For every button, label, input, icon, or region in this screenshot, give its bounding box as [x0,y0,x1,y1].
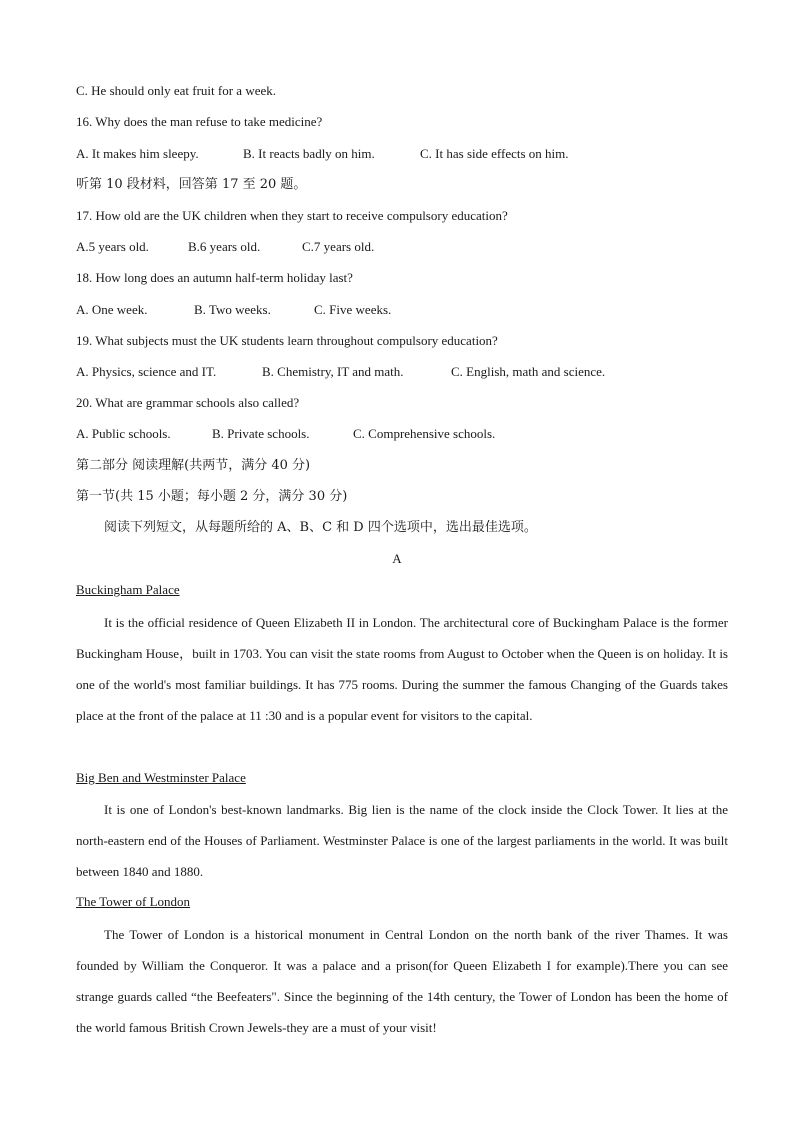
option-19c: C. English, math and science. [451,364,606,379]
material-10-instruction: 听第 10 段材料，回答第 17 至 20 题。 [76,177,307,192]
reading-instruction: 阅读下列短文，从每题所给的 A、B、C 和 D 四个选项中，选出最佳选项。 [104,520,537,535]
question-16: 16. Why does the man refuse to take medicine? [76,114,323,129]
options-16 [76,145,569,163]
passage-label: A [392,551,402,566]
question-17: 17. How old are the UK children when they start to receive compulsory education? [76,208,508,223]
option-20c: C. Comprehensive schools. [353,426,496,441]
option-18a: A. One week. [76,302,148,317]
option-16b: B. It reacts badly on him. [243,146,375,161]
option-19b: B. Chemistry, IT and math. [262,364,404,379]
question-20: 20. What are grammar schools also called? [76,395,300,410]
option-16a: A. It makes him sleepy. [76,146,199,161]
option-18c: C. Five weeks. [314,302,392,317]
option-16c: C. It has side effects on him. [420,146,569,161]
option-17a: A.5 years old. [76,239,149,254]
paragraph-big-ben: It is one of London's best-known landmarks. Big lien is the name of the clock inside the Clock Tower. It lies at the north-eastern end of the Houses of Parliament. Westminster Palace is one of the largest parliaments in the world. It was built between 1840 and 1880. [76,802,728,879]
options-20 [76,425,495,443]
option-20a: A. Public schools. [76,426,171,441]
options-18 [76,301,391,319]
option-19a: A. Physics, science and IT. [76,364,217,379]
heading-buckingham-palace: Buckingham Palace [76,582,180,597]
options-19 [76,363,605,381]
question-19: 19. What subjects must the UK students learn throughout compulsory education? [76,333,498,348]
paragraph-buckingham-palace: It is the official residence of Queen Elizabeth II in London. The architectural core of Buckingham Palace is the former Buckingham House，built in 1703. You can visit the state rooms from August to October when the Queen is on holiday. It is one of the world's most familiar buildings. It has 775 rooms. During the summer the famous Changing of the Guards takes place at the front of the palace at 11 :30 and is a popular event for visitors to the capital. [76,615,728,723]
heading-big-ben: Big Ben and Westminster Palace [76,770,246,785]
section-one-title: 第一节(共 15 小题；每小题 2 分，满分 30 分) [76,489,348,504]
heading-tower-of-london: The Tower of London [76,894,191,909]
paragraph-tower-of-london: The Tower of London is a historical monument in Central London on the north bank of the river Thames. It was founded by William the Conqueror. It was a palace and a prison(for Queen Elizabeth I for example).There you can see strange guards called “the Beefeaters". Since the beginning of the 14th century, the Tower of London has been the home of the world famous British Crown Jewels-they are a must of your visit! [76,927,728,1035]
option-15c: C. He should only eat fruit for a week. [76,83,277,98]
option-17c: C.7 years old. [302,239,375,254]
option-18b: B. Two weeks. [194,302,271,317]
question-18: 18. How long does an autumn half-term holiday last? [76,270,353,285]
options-17 [76,238,374,256]
part-two-title: 第二部分 阅读理解(共两节，满分 40 分) [76,458,311,473]
option-20b: B. Private schools. [212,426,310,441]
option-17b: B.6 years old. [188,239,261,254]
